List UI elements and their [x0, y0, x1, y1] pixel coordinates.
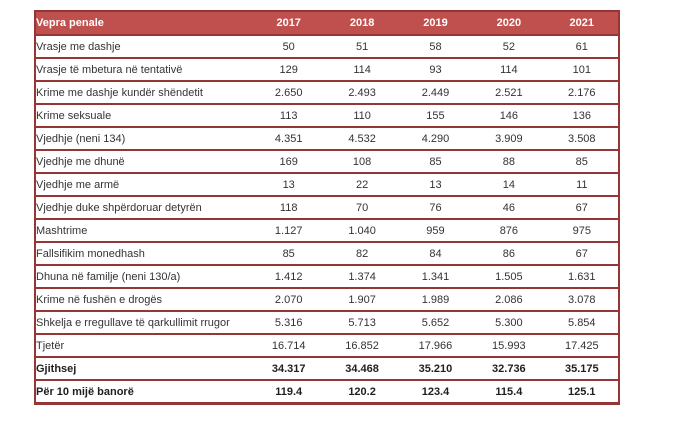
row-value: 1.989 [399, 288, 472, 311]
row-label: Vrasje me dashje [35, 35, 252, 58]
row-value: 13 [399, 173, 472, 196]
row-value: 169 [252, 150, 325, 173]
row-value: 35.175 [546, 357, 619, 380]
row-label: Fallsifikim monedhash [35, 242, 252, 265]
row-value: 17.966 [399, 334, 472, 357]
row-value: 67 [546, 242, 619, 265]
table-row [35, 311, 619, 334]
row-value: 16.852 [325, 334, 398, 357]
row-value: 5.300 [472, 311, 545, 334]
row-value: 113 [252, 104, 325, 127]
row-value: 1.127 [252, 219, 325, 242]
row-value: 155 [399, 104, 472, 127]
table-row [35, 173, 619, 196]
row-value: 70 [325, 196, 398, 219]
row-value: 1.907 [325, 288, 398, 311]
row-label: Vjedhje duke shpërdoruar detyrën [35, 196, 252, 219]
row-value: 50 [252, 35, 325, 58]
row-value: 85 [546, 150, 619, 173]
row-value: 1.631 [546, 265, 619, 288]
row-label: Gjithsej [35, 357, 252, 380]
row-value: 115.4 [472, 380, 545, 404]
row-value: 1.412 [252, 265, 325, 288]
row-value: 76 [399, 196, 472, 219]
row-value: 3.078 [546, 288, 619, 311]
row-value: 101 [546, 58, 619, 81]
table-row [35, 81, 619, 104]
table-row [35, 196, 619, 219]
row-value: 2.449 [399, 81, 472, 104]
row-value: 110 [325, 104, 398, 127]
row-value: 2.176 [546, 81, 619, 104]
row-value: 13 [252, 173, 325, 196]
row-value: 5.854 [546, 311, 619, 334]
table-row [35, 219, 619, 242]
row-value: 1.505 [472, 265, 545, 288]
table-head [35, 11, 619, 35]
row-label: Vjedhje (neni 134) [35, 127, 252, 150]
row-value: 114 [325, 58, 398, 81]
row-value: 959 [399, 219, 472, 242]
row-value: 4.351 [252, 127, 325, 150]
row-label: Vrasje të mbetura në tentativë [35, 58, 252, 81]
row-value: 22 [325, 173, 398, 196]
row-value: 16.714 [252, 334, 325, 357]
table-row [35, 288, 619, 311]
row-value: 34.468 [325, 357, 398, 380]
row-value: 58 [399, 35, 472, 58]
row-value: 86 [472, 242, 545, 265]
column-header-vepra-penale: Vepra penale [35, 11, 252, 35]
row-value: 52 [472, 35, 545, 58]
row-value: 17.425 [546, 334, 619, 357]
row-value: 2.070 [252, 288, 325, 311]
row-value: 136 [546, 104, 619, 127]
row-value: 120.2 [325, 380, 398, 404]
row-value: 876 [472, 219, 545, 242]
row-value: 85 [399, 150, 472, 173]
table-row [35, 127, 619, 150]
row-value: 51 [325, 35, 398, 58]
row-label: Krime seksuale [35, 104, 252, 127]
row-label: Krime me dashje kundër shëndetit [35, 81, 252, 104]
row-value: 35.210 [399, 357, 472, 380]
row-value: 1.374 [325, 265, 398, 288]
row-value: 5.652 [399, 311, 472, 334]
row-value: 2.086 [472, 288, 545, 311]
row-value: 67 [546, 196, 619, 219]
row-value: 88 [472, 150, 545, 173]
column-header-year-2017: 2017 [252, 11, 325, 35]
table-row [35, 58, 619, 81]
table-row [35, 357, 619, 380]
row-value: 146 [472, 104, 545, 127]
row-value: 123.4 [399, 380, 472, 404]
row-value: 11 [546, 173, 619, 196]
row-value: 1.341 [399, 265, 472, 288]
row-label: Shkelja e rregullave të qarkullimit rrugor [35, 311, 252, 334]
row-value: 82 [325, 242, 398, 265]
row-value: 3.508 [546, 127, 619, 150]
row-value: 46 [472, 196, 545, 219]
table-row [35, 380, 619, 404]
row-value: 125.1 [546, 380, 619, 404]
row-value: 32.736 [472, 357, 545, 380]
row-value: 4.290 [399, 127, 472, 150]
row-value: 1.040 [325, 219, 398, 242]
column-header-year-2019: 2019 [399, 11, 472, 35]
table-row [35, 242, 619, 265]
row-value: 5.713 [325, 311, 398, 334]
row-value: 5.316 [252, 311, 325, 334]
row-label: Dhuna në familje (neni 130/a) [35, 265, 252, 288]
row-value: 119.4 [252, 380, 325, 404]
row-value: 34.317 [252, 357, 325, 380]
row-label: Për 10 mijë banorë [35, 380, 252, 404]
column-header-year-2020: 2020 [472, 11, 545, 35]
row-label: Mashtrime [35, 219, 252, 242]
row-value: 975 [546, 219, 619, 242]
row-value: 118 [252, 196, 325, 219]
row-value: 61 [546, 35, 619, 58]
row-label: Tjetër [35, 334, 252, 357]
row-value: 15.993 [472, 334, 545, 357]
row-value: 129 [252, 58, 325, 81]
column-header-year-2021: 2021 [546, 11, 619, 35]
table-row [35, 334, 619, 357]
column-header-year-2018: 2018 [325, 11, 398, 35]
table-body [35, 35, 619, 404]
table-row [35, 35, 619, 58]
table-row [35, 104, 619, 127]
row-value: 2.493 [325, 81, 398, 104]
table-row [35, 150, 619, 173]
row-value: 14 [472, 173, 545, 196]
crime-statistics-table [34, 10, 620, 405]
row-value: 3.909 [472, 127, 545, 150]
row-label: Vjedhje me armë [35, 173, 252, 196]
row-value: 84 [399, 242, 472, 265]
row-value: 85 [252, 242, 325, 265]
row-value: 4.532 [325, 127, 398, 150]
table-header-row [35, 11, 619, 35]
row-value: 2.521 [472, 81, 545, 104]
row-label: Vjedhje me dhunë [35, 150, 252, 173]
row-value: 114 [472, 58, 545, 81]
row-value: 108 [325, 150, 398, 173]
row-label: Krime në fushën e drogës [35, 288, 252, 311]
table-row [35, 265, 619, 288]
row-value: 93 [399, 58, 472, 81]
row-value: 2.650 [252, 81, 325, 104]
